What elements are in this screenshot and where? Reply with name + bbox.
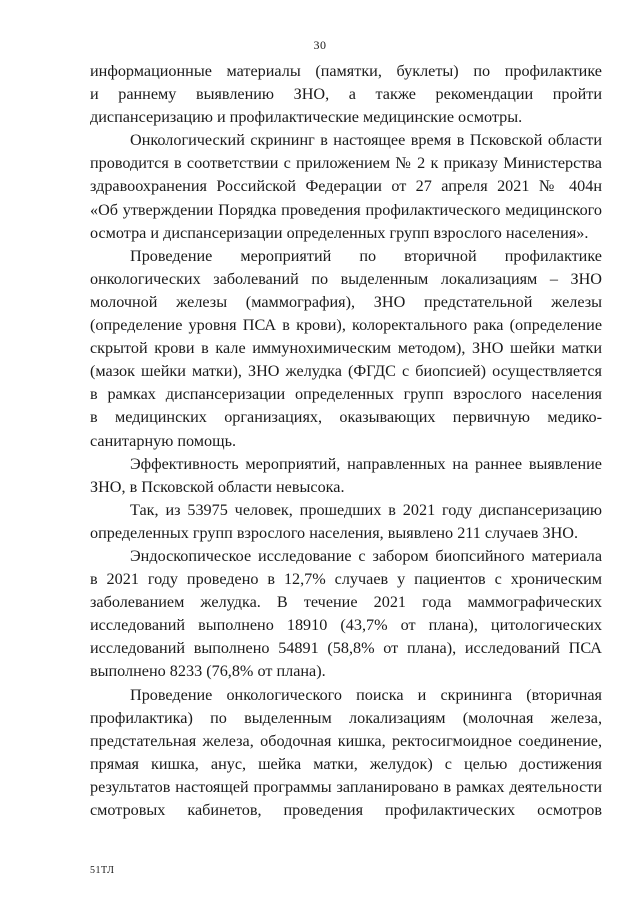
text-line: определенных групп взрослого населения, выявлено 211 случаев ЗНО. (90, 523, 579, 542)
page-number: 30 (313, 38, 327, 52)
text-line: «Об утверждении Порядка проведения профилактического медицинского (90, 200, 602, 219)
text-line: в 2021 году проведено в 12,7% случаев у пациентов с хроническим (90, 570, 602, 589)
text-line: смотровых кабинетов, проведения профилактических осмотров (90, 801, 602, 819)
text-line: Проведение мероприятий по вторичной профилактике (130, 246, 602, 265)
text-line: в рамках диспансеризации определенных групп взрослого населения (90, 385, 602, 404)
text-line: Эндоскопическое исследование с забором биопсийного материала (130, 546, 602, 565)
text-line: проводится в соответствии с приложением № 2 к приказу Министерства (90, 154, 602, 173)
paragraph-6 (90, 545, 602, 684)
document-body (90, 60, 602, 822)
paragraph-2 (90, 129, 602, 244)
paragraph-7 (90, 684, 602, 823)
text-line: информационные материалы (памятки, буклеты) по профилактике (90, 62, 602, 80)
text-line: здравоохранения Российской Федерации от 27 апреля 2021 № 404н (90, 177, 602, 196)
text-line: скрытой крови в кале иммунохимическим методом), ЗНО шейки матки (90, 339, 602, 358)
text-line: диспансеризацию и профилактические медицинские осмотры. (90, 108, 523, 127)
text-line: осмотра и диспансеризации определенных групп взрослого населения». (90, 223, 589, 242)
paragraph-1 (90, 60, 602, 129)
text-line: санитарную помощь. (90, 431, 237, 450)
text-line: профилактика) по выделенным локализациям (молочная железа, (90, 708, 602, 727)
text-line: в медицинских организациях, оказывающих первичную медико- (90, 408, 602, 427)
text-line: выполнено 8233 (76,8% от плана). (90, 662, 326, 681)
text-line: Так, из 53975 человек, прошедших в 2021 году диспансеризацию (130, 500, 602, 519)
footer-code: 51ТЛ (90, 865, 115, 876)
text-line: исследований выполнено 54891 (58,8% от плана), исследований ПСА (90, 639, 602, 658)
text-line: (мазок шейки матки), ЗНО желудка (ФГДС с биопсией) осуществляется (90, 362, 602, 381)
text-line: результатов настоящей программы запланировано в рамках деятельности (90, 777, 602, 796)
text-line: заболеванием желудка. В течение 2021 года маммографических (90, 593, 602, 612)
text-line: прямая кишка, анус, шейка матки, желудок) с целью достижения (90, 754, 602, 773)
paragraph-3 (90, 245, 602, 453)
paragraph-4 (90, 453, 602, 499)
text-line: исследований выполнено 18910 (43,7% от плана), цитологических (90, 616, 602, 635)
text-line: ЗНО, в Псковской области невысока. (90, 477, 345, 496)
text-line: (определение уровня ПСА в крови), колоректального рака (определение (90, 316, 602, 335)
text-line: онкологических заболеваний по выделенным локализациям – ЗНО (90, 269, 602, 288)
text-line: Проведение онкологического поиска и скрининга (вторичная (130, 685, 602, 704)
text-line: молочной железы (маммография), ЗНО предстательной железы (90, 292, 602, 311)
text-line: предстательная железа, ободочная кишка, ректосигмоидное соединение, (90, 731, 602, 750)
paragraph-5 (90, 499, 602, 545)
text-line: и раннему выявлению ЗНО, а также рекомендации пройти (90, 85, 602, 104)
text-line: Онкологический скрининг в настоящее время в Псковской области (130, 131, 602, 150)
text-line: Эффективность мероприятий, направленных на раннее выявление (130, 454, 602, 473)
